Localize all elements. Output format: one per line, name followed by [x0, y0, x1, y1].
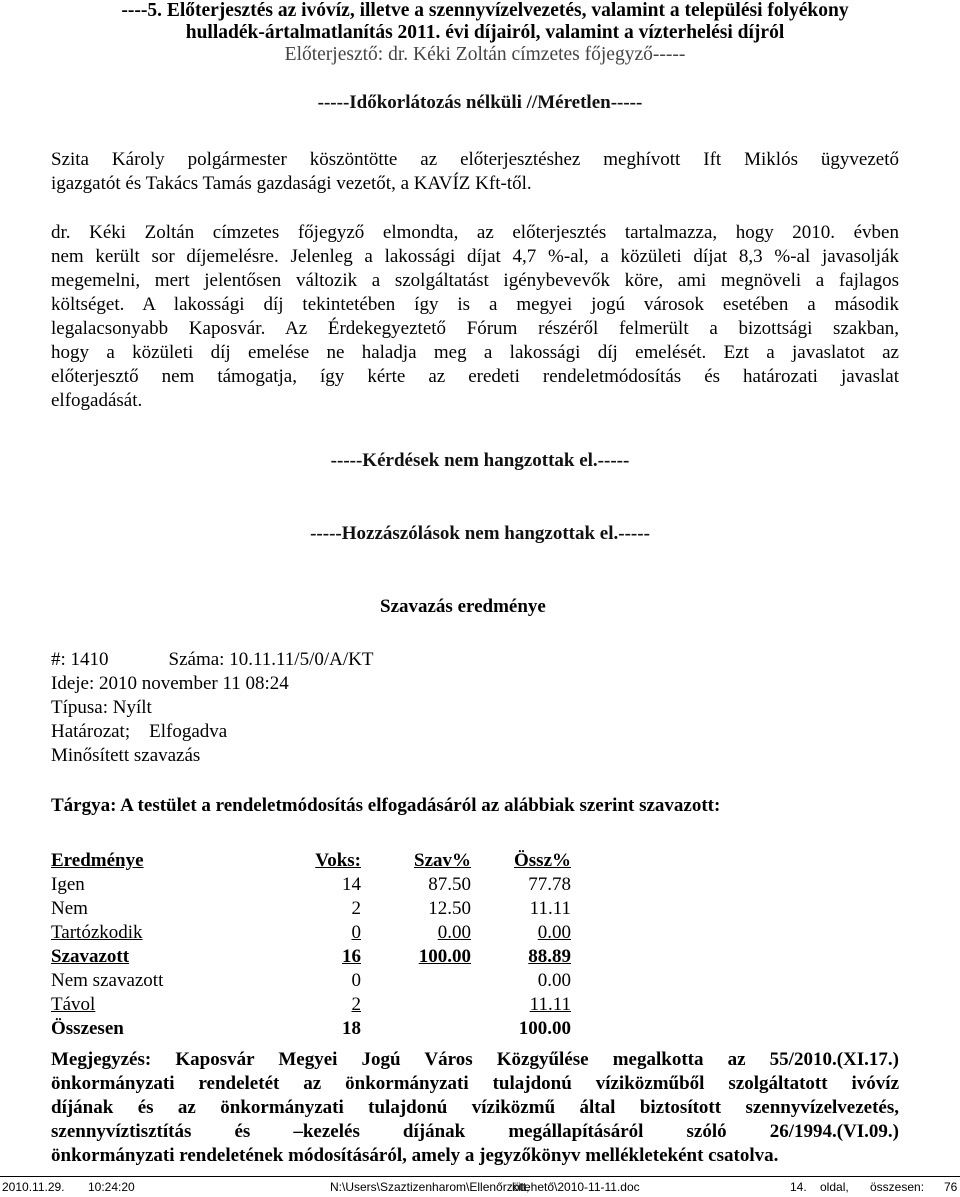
- row-label: Nem szavazott: [51, 970, 164, 991]
- row-pct: 0.00: [437, 922, 471, 943]
- vote-number-row: [51, 648, 373, 672]
- row-total-pct: 0.00: [537, 922, 571, 943]
- row-label: Nem: [51, 898, 88, 919]
- vote-qualified: Minősített szavazás: [51, 745, 201, 766]
- row-label: Igen: [51, 874, 85, 895]
- vote-decision-result: Elfogadva: [149, 721, 228, 742]
- paragraph-line: nem került sor díjemelésre. Jelenleg a lakossági díjat 4,7 %-al, a közületi díjat 8,3 %-al javasolják: [51, 246, 899, 267]
- vote-subject: Tárgya: A testület a rendeletmódosítás elfogadásáról az alábbiak szerint szavazott:: [51, 795, 721, 816]
- footer-total-label: összesen:: [870, 1180, 925, 1194]
- table-row: [51, 969, 571, 993]
- note-line: önkormányzati rendeletét az önkormányzati tulajdonú víziközműből szolgáltatott ivóvíz: [51, 1073, 899, 1094]
- no-questions-heading: -----Kérdések nem hangzottak el.-----: [330, 450, 630, 471]
- row-votes: 2: [351, 898, 361, 919]
- table-row: [51, 921, 571, 945]
- column-header: Szav%: [414, 850, 471, 871]
- paragraph-line: költséget. A lakossági díj tekintetében így is a megyei jogú városok esetében a második: [51, 294, 899, 315]
- table-row: [51, 945, 571, 969]
- row-total-pct: 100.00: [518, 1018, 571, 1039]
- table-row: [51, 873, 571, 897]
- vote-number: #: 1410: [51, 649, 109, 670]
- agenda-title-line-2: hulladék-ártalmatlanítás 2011. évi díjairól, valamint a vízterhelési díjról: [185, 22, 785, 43]
- row-votes: 2: [351, 994, 361, 1015]
- footer-page-label: oldal,: [820, 1180, 849, 1194]
- note-line: Megjegyzés: Kaposvár Megyei Jogú Város Közgyűlése megalkotta az 55/2010.(XI.17.): [51, 1049, 899, 1070]
- row-label: Tartózkodik: [51, 922, 143, 943]
- row-votes: 0: [351, 970, 361, 991]
- note-line: szennyvíztisztítás és –kezelés díjának megállapításáról szóló 26/1994.(VI.09.): [51, 1121, 899, 1142]
- table-row: [51, 1017, 571, 1041]
- vote-results-table: [51, 849, 571, 1041]
- footer-total: 76: [944, 1180, 958, 1194]
- row-pct: 100.00: [418, 946, 471, 967]
- table-row: [51, 897, 571, 921]
- row-votes: 0: [351, 922, 361, 943]
- agenda-title-line-1: ----5. Előterjesztés az ivóvíz, illetve a szennyvízelvezetés, valamint a települési folyékony: [121, 0, 849, 21]
- column-header: Össz%: [514, 850, 571, 871]
- intro-paragraph: [51, 148, 899, 196]
- column-header: Eredménye: [51, 850, 144, 871]
- intro-line: Szita Károly polgármester köszöntötte az előterjesztéshez meghívott Ift Miklós ügyvezető: [51, 149, 899, 170]
- footer-time: 10:24:20: [88, 1180, 135, 1194]
- row-total-pct: 77.78: [528, 874, 571, 895]
- row-pct: 12.50: [428, 898, 471, 919]
- row-total-pct: 11.11: [529, 898, 571, 919]
- footer-date: 2010.11.29.: [2, 1180, 65, 1194]
- note-line: díjának és az önkormányzati tulajdonú víziközmű által biztosított szennyvízelvezetés,: [51, 1097, 899, 1118]
- row-votes: 14: [342, 874, 361, 895]
- vote-time: Ideje: 2010 november 11 08:24: [51, 673, 289, 694]
- paragraph-line: legalacsonyabb Kaposvár. Az Érdekegyeztető Fórum részéről felmerült a bizottsági szakban,: [51, 318, 899, 339]
- row-votes: 18: [342, 1018, 361, 1039]
- row-pct: [361, 1017, 471, 1041]
- vote-metadata: [51, 648, 373, 768]
- row-total-pct: 11.11: [529, 994, 571, 1015]
- vote-result-heading: Szavazás eredménye: [380, 596, 546, 617]
- agenda-presenter: Előterjesztő: dr. Kéki Zoltán címzetes főjegyző-----: [284, 44, 686, 65]
- row-label: Összesen: [51, 1018, 124, 1039]
- main-paragraph: [51, 221, 899, 413]
- paragraph-line: hogy a közületi díj emelése ne haladja meg a lakossági díj emelését. Ezt a javaslatot az: [51, 342, 899, 363]
- note-line: önkormányzati rendeletének módosításáról, amely a jegyzőkönyv mellékleteként csatolva.: [51, 1145, 779, 1166]
- vote-type: Típusa: Nyílt: [51, 697, 152, 718]
- paragraph-line: előterjesztő nem támogatja, így kérte az eredeti rendeletmódosítás és határozati javaslat: [51, 366, 899, 387]
- row-label: Szavazott: [51, 946, 130, 967]
- footer-path: N:\Users\Szaztizenharom\Ellenőrzött,: [330, 1180, 530, 1194]
- no-comments-heading: -----Hozzászólások nem hangzottak el.-----: [310, 523, 650, 544]
- row-total-pct: 88.89: [528, 946, 571, 967]
- paragraph-line: dr. Kéki Zoltán címzetes főjegyző elmondta, az előterjesztés tartalmazza, hogy 2010. évben: [51, 222, 899, 243]
- note-paragraph: [51, 1048, 899, 1168]
- footer-file: kitehető\2010-11-11.doc: [512, 1180, 640, 1194]
- time-limit-heading: -----Időkorlátozás nélküli //Méretlen-----: [317, 92, 643, 113]
- column-header: Voks:: [315, 850, 361, 871]
- paragraph-line: elfogadását.: [51, 390, 143, 411]
- vote-decision-row: [51, 720, 373, 744]
- intro-line: igazgatót és Takács Tamás gazdasági vezetőt, a KAVÍZ Kft-től.: [51, 173, 532, 194]
- agenda-item-title: [90, 0, 880, 66]
- vote-decision-type: Határozat;: [51, 721, 131, 742]
- row-pct: [361, 993, 471, 1017]
- paragraph-line: megemelni, mert jelentősen változik a szolgáltatást igénybevevők köre, ami megnöveli a fajlagos: [51, 270, 899, 291]
- vote-count-label: Száma: 10.11.11/5/0/A/KT: [168, 649, 374, 670]
- page-footer: [0, 1176, 960, 1197]
- table-row: [51, 993, 571, 1017]
- row-label: Távol: [51, 994, 96, 1015]
- row-total-pct: 0.00: [537, 970, 571, 991]
- footer-page: 14.: [790, 1180, 807, 1194]
- row-pct: 87.50: [428, 874, 471, 895]
- row-votes: 16: [342, 946, 361, 967]
- row-pct: [361, 969, 471, 993]
- table-header-row: [51, 849, 571, 873]
